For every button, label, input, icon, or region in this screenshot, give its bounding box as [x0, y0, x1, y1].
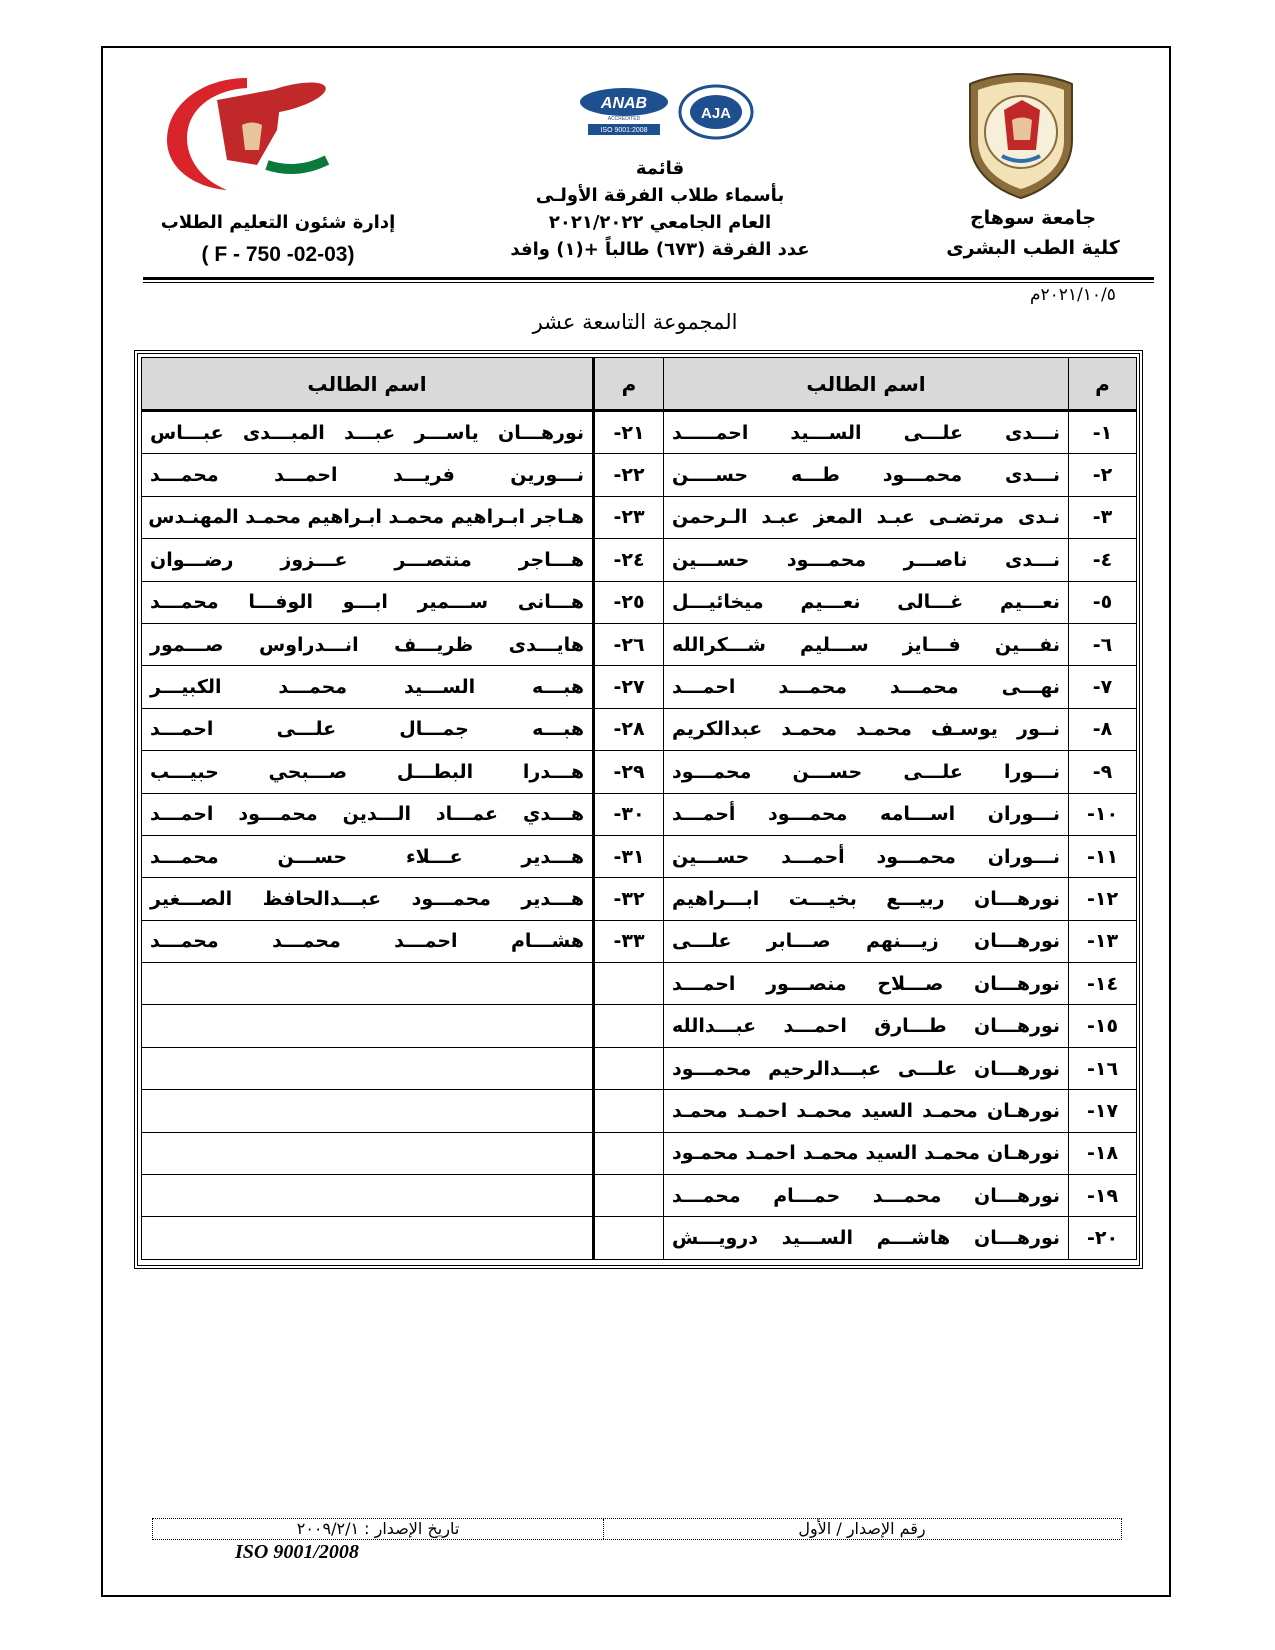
faculty-name: كلية الطب البشرى	[946, 237, 1120, 259]
student-name-left: هـــدي عمـــاد الـــدين محمـــود احمـــد	[142, 793, 594, 835]
student-name-left: نـــورين فريـــد احمـــد محمـــد	[142, 454, 594, 496]
student-name-right: نـــدى ناصـــر محمـــود حســـين	[664, 539, 1069, 581]
student-number-right: ١١-	[1069, 835, 1137, 877]
student-name-right: نورهـان محمـد السيد محمـد احمـد محمـد	[664, 1090, 1069, 1132]
student-number-right: ٧-	[1069, 666, 1137, 708]
student-name-right: نورهـــان طـــارق احمـــد عبـــدالله	[664, 1005, 1069, 1047]
student-name-left	[142, 1175, 594, 1217]
table-row	[142, 708, 1137, 750]
student-number-right: ١٨-	[1069, 1132, 1137, 1174]
student-number-right: ١-	[1069, 411, 1137, 454]
student-number-left	[594, 1132, 664, 1174]
student-name-right: نـدى مرتضـى عبـد المعز عبـد الـرحمن	[664, 496, 1069, 538]
student-number-left: ٢٨-	[594, 708, 664, 750]
student-number-right: ٩-	[1069, 751, 1137, 793]
student-number-right: ١٢-	[1069, 878, 1137, 920]
header-num-right: م	[1069, 358, 1137, 411]
student-number-right: ٢٠-	[1069, 1217, 1137, 1259]
student-number-right: ٥-	[1069, 581, 1137, 623]
aja-text: AJA	[700, 105, 732, 122]
student-number-left	[594, 1090, 664, 1132]
table-row	[142, 835, 1137, 877]
student-number-left: ٢٢-	[594, 454, 664, 496]
student-name-right: نـــدى علـــى الســـيد احمـــــد	[664, 411, 1069, 454]
aja-registrars-logo	[676, 84, 756, 140]
sohag-university-emblem	[962, 70, 1080, 200]
student-number-left: ٣٠-	[594, 793, 664, 835]
academic-year: العام الجامعي ٢٠٢١/٢٠٢٢	[548, 212, 772, 233]
list-title-block	[470, 155, 850, 263]
student-name-right: نورهـــان صـــلاح منصـــور احمـــد	[664, 963, 1069, 1005]
table-row	[142, 666, 1137, 708]
student-name-left	[142, 1217, 594, 1259]
table-header-row	[142, 358, 1137, 411]
university-name: جامعة سوهاج	[969, 207, 1097, 229]
student-name-right: نورهـــان محمـــد حمـــام محمـــد	[664, 1175, 1069, 1217]
student-number-left: ٢١-	[594, 411, 664, 454]
student-number-left: ٢٣-	[594, 496, 664, 538]
table-row	[142, 539, 1137, 581]
department-header	[148, 207, 408, 271]
table-row	[142, 1175, 1137, 1217]
table-row	[142, 1090, 1137, 1132]
student-number-left: ٣١-	[594, 835, 664, 877]
student-name-right: نـــدى محمـــود طـــه حســــن	[664, 454, 1069, 496]
student-number-right: ٤-	[1069, 539, 1137, 581]
student-number-right: ١٥-	[1069, 1005, 1137, 1047]
student-name-left	[142, 1090, 594, 1132]
student-name-left: هـــدير محمـــود عبـــدالحافظ الصـــغير	[142, 878, 594, 920]
student-name-right: نورهـــان علـــى عبـــدالرحيم محمـــود	[664, 1047, 1069, 1089]
student-name-right: نـــورا علـــى حســـن محمـــود	[664, 751, 1069, 793]
iso-standard: ISO 9001/2008	[235, 1541, 359, 1563]
table-row	[142, 751, 1137, 793]
anab-iso-text: ISO 9001:2008	[600, 127, 648, 134]
student-number-left	[594, 1005, 664, 1047]
table-row	[142, 963, 1137, 1005]
header-divider	[143, 277, 1154, 280]
student-number-right: ٢-	[1069, 454, 1137, 496]
list-title: قائمة	[635, 158, 685, 179]
student-number-left: ٢٤-	[594, 539, 664, 581]
issue-date: تاريخ الإصدار : ٢٠٠٩/٢/١	[153, 1519, 604, 1539]
header-divider-thin	[143, 282, 1154, 283]
student-number-right: ١٠-	[1069, 793, 1137, 835]
student-number-left: ٢٩-	[594, 751, 664, 793]
student-count: عدد الفرقة (٦٧٣) طالباً +(١) وافد	[510, 239, 810, 260]
student-name-right: نـــوران اســـامه محمـــود أحمـــد	[664, 793, 1069, 835]
student-number-left	[594, 1175, 664, 1217]
student-name-right: نورهـان محمـد السيد محمـد احمـد محمـود	[664, 1132, 1069, 1174]
student-name-left	[142, 1132, 594, 1174]
table-row	[142, 793, 1137, 835]
student-number-left	[594, 963, 664, 1005]
student-number-right: ٨-	[1069, 708, 1137, 750]
header-name-right: اسم الطالب	[664, 358, 1069, 411]
student-list-table	[141, 357, 1137, 1260]
anab-accredited-logo	[578, 86, 670, 138]
student-name-left: هـاجر ابـراهيم محمـد ابـراهيم محمـد المهنـدس	[142, 496, 594, 538]
student-number-right: ٦-	[1069, 623, 1137, 665]
form-code: ( F - 750 -02-03)	[201, 243, 355, 266]
student-name-right: نــور يوسـف محمـد محمـد عبدالكريم	[664, 708, 1069, 750]
student-name-left: هشـــام احمـــد محمـــد محمـــد	[142, 920, 594, 962]
issue-number: رقم الإصدار / الأول	[798, 1519, 926, 1538]
list-subtitle: بأسماء طلاب الفرقة الأولـى	[535, 185, 785, 206]
anab-accredited-text: ACCREDITED	[607, 116, 641, 122]
table-row	[142, 454, 1137, 496]
student-number-right: ١٤-	[1069, 963, 1137, 1005]
university-header	[938, 203, 1128, 263]
student-name-left: هـــدير عـــلاء حســـن محمـــد	[142, 835, 594, 877]
table-row	[142, 878, 1137, 920]
student-number-left: ٣٣-	[594, 920, 664, 962]
student-name-left: هـــاجر منتصـــر عـــزوز رضـــوان	[142, 539, 594, 581]
student-name-right: نعـــيم غـــالى نعـــيم ميخائيـــل	[664, 581, 1069, 623]
table-row	[142, 1132, 1137, 1174]
faculty-of-medicine-logo	[157, 70, 337, 195]
header-num-left: م	[594, 358, 664, 411]
student-name-left: نورهـــان ياســـر عبـــد المبـــدى عبـــاس	[142, 411, 594, 454]
student-number-right: ٣-	[1069, 496, 1137, 538]
table-row	[142, 411, 1137, 454]
document-date: ٢٠٢١/١٠/٥م	[1030, 285, 1116, 305]
student-number-right: ١٩-	[1069, 1175, 1137, 1217]
student-name-left: هبـــه جمـــال علـــى احمـــد	[142, 708, 594, 750]
student-number-left: ٣٢-	[594, 878, 664, 920]
student-number-right: ١٦-	[1069, 1047, 1137, 1089]
student-name-left	[142, 1005, 594, 1047]
student-name-right: نهـــى محمـــد محمـــد احمـــد	[664, 666, 1069, 708]
student-number-left: ٢٦-	[594, 623, 664, 665]
student-number-right: ١٣-	[1069, 920, 1137, 962]
department-name: إدارة شئون التعليم الطلاب	[160, 212, 396, 233]
student-number-right: ١٧-	[1069, 1090, 1137, 1132]
student-number-left: ٢٧-	[594, 666, 664, 708]
student-name-left: هـــدرا البطـــل صـــبحي حبيـــب	[142, 751, 594, 793]
student-name-left: هـــانى ســـمير ابـــو الوفـــا محمـــد	[142, 581, 594, 623]
student-name-right: نفـــين فـــايز ســـليم شـــكرالله	[664, 623, 1069, 665]
student-name-left: هبـــه الســـيد محمـــد الكبيـــر	[142, 666, 594, 708]
student-name-left	[142, 1047, 594, 1089]
table-row	[142, 1047, 1137, 1089]
student-name-left	[142, 963, 594, 1005]
student-number-left	[594, 1217, 664, 1259]
student-name-right: نـــوران محمـــود أحمـــد حســـين	[664, 835, 1069, 877]
student-name-right: نورهـــان زيـــنهم صـــابر علـــى	[664, 920, 1069, 962]
student-name-right: نورهـــان هاشـــم الســـيد درويـــش	[664, 1217, 1069, 1259]
table-row	[142, 1005, 1137, 1047]
table-row	[142, 496, 1137, 538]
group-title: المجموعة التاسعة عشر	[532, 310, 738, 334]
table-row	[142, 1217, 1137, 1259]
table-row	[142, 920, 1137, 962]
header-name-left: اسم الطالب	[142, 358, 594, 411]
table-row	[142, 581, 1137, 623]
student-name-left: هايـــدى ظريـــف انـــدراوس صـــمور	[142, 623, 594, 665]
anab-text: ANAB	[600, 95, 648, 112]
table-row	[142, 623, 1137, 665]
student-number-left	[594, 1047, 664, 1089]
student-number-left: ٢٥-	[594, 581, 664, 623]
student-name-right: نورهـــان ربيـــع بخيـــت ابـــراهيم	[664, 878, 1069, 920]
issue-footer	[152, 1518, 1122, 1540]
